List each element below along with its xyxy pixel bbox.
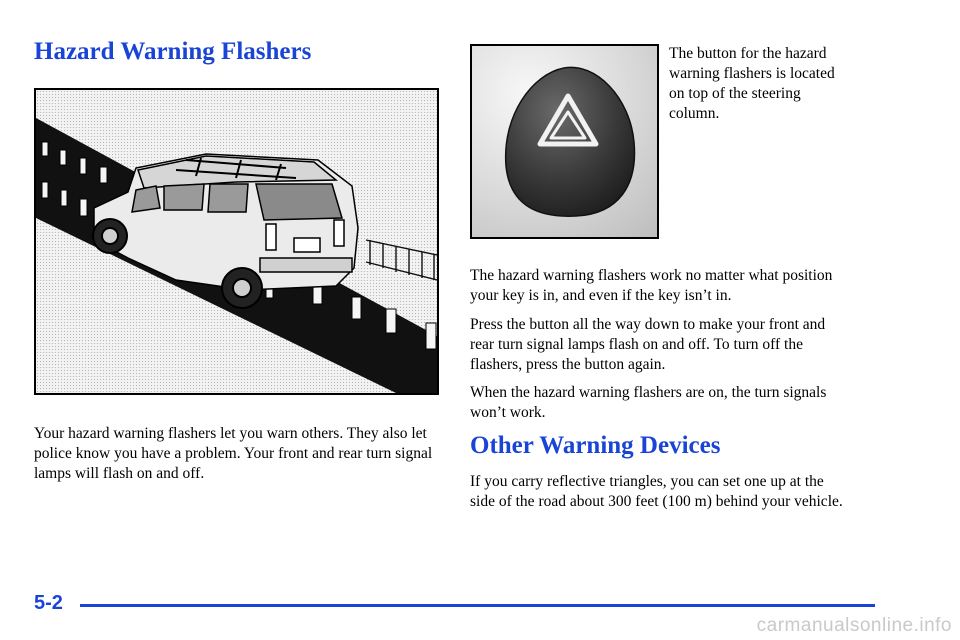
vehicle-illustration: [34, 88, 439, 395]
page-number: 5-2: [34, 592, 63, 614]
hazard-flashers-description: Your hazard warning flashers let you warn others. They also let police know you have a problem. Your front and rear turn signal lamps will flash on and off.: [34, 425, 433, 482]
section-title-other-warning-devices: Other Warning Devices: [470, 432, 721, 459]
hazard-button-drawing: [472, 46, 657, 237]
section-title-hazard-warning-flashers: Hazard Warning Flashers: [34, 38, 312, 65]
paragraph-turn-signals: When the hazard warning flashers are on, the turn signals won’t work.: [470, 384, 827, 421]
paragraph-press-button: Press the button all the way down to make your front and rear turn signal lamps flash on and off. To turn off the flashers, press the button again.: [470, 316, 826, 373]
watermark: carmanualsonline.info: [756, 615, 952, 636]
reflective-triangles-paragraph: If you carry reflective triangles, you can set one up at the side of the road about 300 feet (100 m) behind your vehicle.: [470, 473, 843, 510]
footer-rule: [80, 604, 875, 607]
suv-with-flashers-drawing: [36, 90, 437, 393]
hazard-button-caption: The button for the hazard warning flashers is located on top of the steering column.: [669, 45, 835, 122]
hazard-button-photo: [470, 44, 659, 239]
paragraph-key-position: The hazard warning flashers work no matter what position your key is in, and even if the key isn’t in.: [470, 267, 833, 304]
